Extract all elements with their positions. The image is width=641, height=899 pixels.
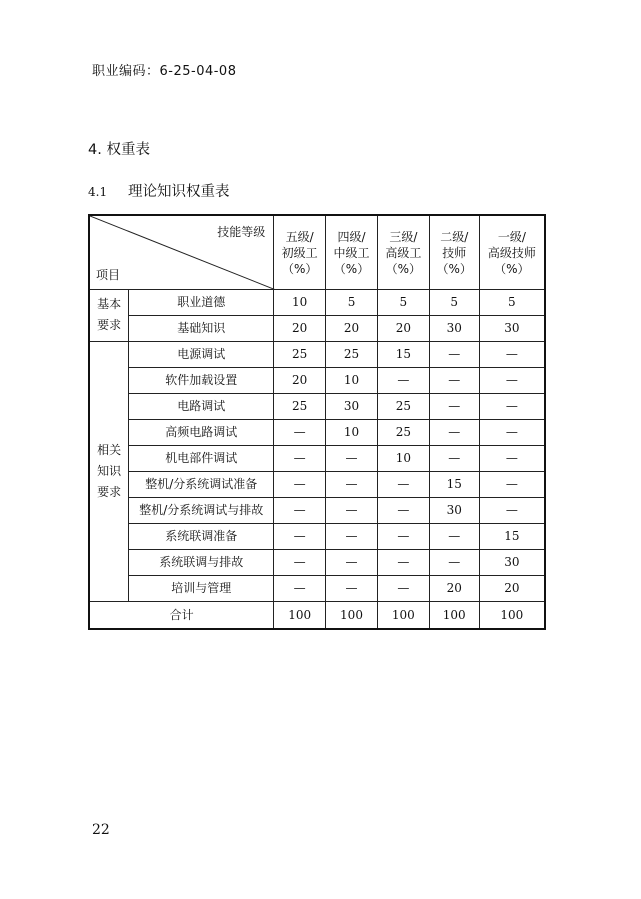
cell-value: —: [479, 497, 545, 523]
cell-value: —: [326, 575, 378, 601]
table-row: [89, 523, 545, 549]
cell-value: —: [429, 445, 479, 471]
table-row: [89, 471, 545, 497]
cell-value: 5: [326, 289, 378, 315]
subsection-heading: [88, 180, 230, 201]
cell-value: —: [326, 549, 378, 575]
section-title: 4. 权重表: [88, 142, 150, 158]
cell-value: —: [429, 523, 479, 549]
total-label: 合计: [89, 601, 274, 629]
cell-value: —: [479, 367, 545, 393]
cell-value: 30: [479, 549, 545, 575]
level-header-5: 五级/ 初级工 （%）: [274, 215, 326, 289]
table-row: [89, 393, 545, 419]
table-row: [89, 419, 545, 445]
cell-value: 20: [274, 315, 326, 341]
cell-value: 20: [326, 315, 378, 341]
row-item: 电源调试: [129, 341, 274, 367]
cell-value: —: [274, 471, 326, 497]
cell-value: 15: [377, 341, 429, 367]
table-row: [89, 341, 545, 367]
cell-value: 5: [479, 289, 545, 315]
cell-value: 10: [326, 419, 378, 445]
cell-value: —: [274, 523, 326, 549]
table-row: [89, 367, 545, 393]
table-row: [89, 575, 545, 601]
row-item: 系统联调与排故: [129, 549, 274, 575]
cell-value: 20: [377, 315, 429, 341]
cell-value: —: [479, 471, 545, 497]
cell-value: —: [429, 549, 479, 575]
cell-value: 25: [377, 419, 429, 445]
cell-value: 15: [429, 471, 479, 497]
cell-value: —: [377, 367, 429, 393]
cell-value: 10: [326, 367, 378, 393]
row-item: 高频电路调试: [129, 419, 274, 445]
cell-value: —: [429, 367, 479, 393]
table-row: [89, 289, 545, 315]
cell-value: —: [274, 419, 326, 445]
level-header-1: 一级/ 高级技师 （%）: [479, 215, 545, 289]
cell-value: 5: [377, 289, 429, 315]
cell-value: 30: [429, 497, 479, 523]
group-basic-requirements: 基本 要求: [89, 289, 129, 341]
cell-value: —: [274, 497, 326, 523]
cell-value: 5: [429, 289, 479, 315]
cell-value: —: [274, 445, 326, 471]
cell-value: 10: [274, 289, 326, 315]
diagonal-header-cell: [89, 215, 274, 289]
row-item: 软件加载设置: [129, 367, 274, 393]
cell-value: 25: [326, 341, 378, 367]
total-value: 100: [274, 601, 326, 629]
skill-level-label: 技能等级: [217, 225, 266, 239]
row-item: 职业道德: [129, 289, 274, 315]
cell-value: 10: [377, 445, 429, 471]
cell-value: 25: [377, 393, 429, 419]
total-value: 100: [326, 601, 378, 629]
row-item: 培训与管理: [129, 575, 274, 601]
cell-value: 20: [479, 575, 545, 601]
subsection-title: 理论知识权重表: [128, 184, 230, 200]
row-item: 机电部件调试: [129, 445, 274, 471]
level-header-3: 三级/ 高级工 （%）: [377, 215, 429, 289]
cell-value: —: [326, 523, 378, 549]
cell-value: 30: [479, 315, 545, 341]
cell-value: 20: [429, 575, 479, 601]
cell-value: —: [479, 341, 545, 367]
row-item: 基础知识: [129, 315, 274, 341]
theory-knowledge-weight-table: [88, 214, 546, 630]
table-header-row: [89, 215, 545, 289]
cell-value: —: [479, 419, 545, 445]
level-header-2: 二级/ 技师 （%）: [429, 215, 479, 289]
subsection-number: 4.1: [88, 185, 108, 199]
table-row: [89, 497, 545, 523]
cell-value: —: [429, 341, 479, 367]
row-item: 整机/分系统调试准备: [129, 471, 274, 497]
total-value: 100: [479, 601, 545, 629]
group-related-knowledge: 相关 知识 要求: [89, 341, 129, 601]
cell-value: 25: [274, 393, 326, 419]
cell-value: —: [326, 445, 378, 471]
row-item: 系统联调准备: [129, 523, 274, 549]
cell-value: —: [326, 471, 378, 497]
cell-value: 25: [274, 341, 326, 367]
occupation-code: 职业编码：6-25-04-08: [92, 64, 237, 79]
level-header-4: 四级/ 中级工 （%）: [326, 215, 378, 289]
row-item: 电路调试: [129, 393, 274, 419]
table-row: [89, 549, 545, 575]
table-row: [89, 445, 545, 471]
cell-value: 20: [274, 367, 326, 393]
cell-value: —: [377, 497, 429, 523]
row-item: 整机/分系统调试与排故: [129, 497, 274, 523]
page-number: 22: [92, 822, 110, 838]
cell-value: —: [274, 575, 326, 601]
item-label: 项目: [96, 267, 121, 282]
cell-value: —: [429, 419, 479, 445]
cell-value: 30: [429, 315, 479, 341]
cell-value: 30: [326, 393, 378, 419]
total-row: [89, 601, 545, 629]
total-value: 100: [377, 601, 429, 629]
cell-value: —: [377, 471, 429, 497]
cell-value: —: [479, 445, 545, 471]
cell-value: —: [479, 393, 545, 419]
cell-value: —: [429, 393, 479, 419]
cell-value: —: [377, 575, 429, 601]
cell-value: —: [326, 497, 378, 523]
cell-value: —: [377, 549, 429, 575]
cell-value: —: [274, 549, 326, 575]
table-row: [89, 315, 545, 341]
cell-value: 15: [479, 523, 545, 549]
total-value: 100: [429, 601, 479, 629]
cell-value: —: [377, 523, 429, 549]
